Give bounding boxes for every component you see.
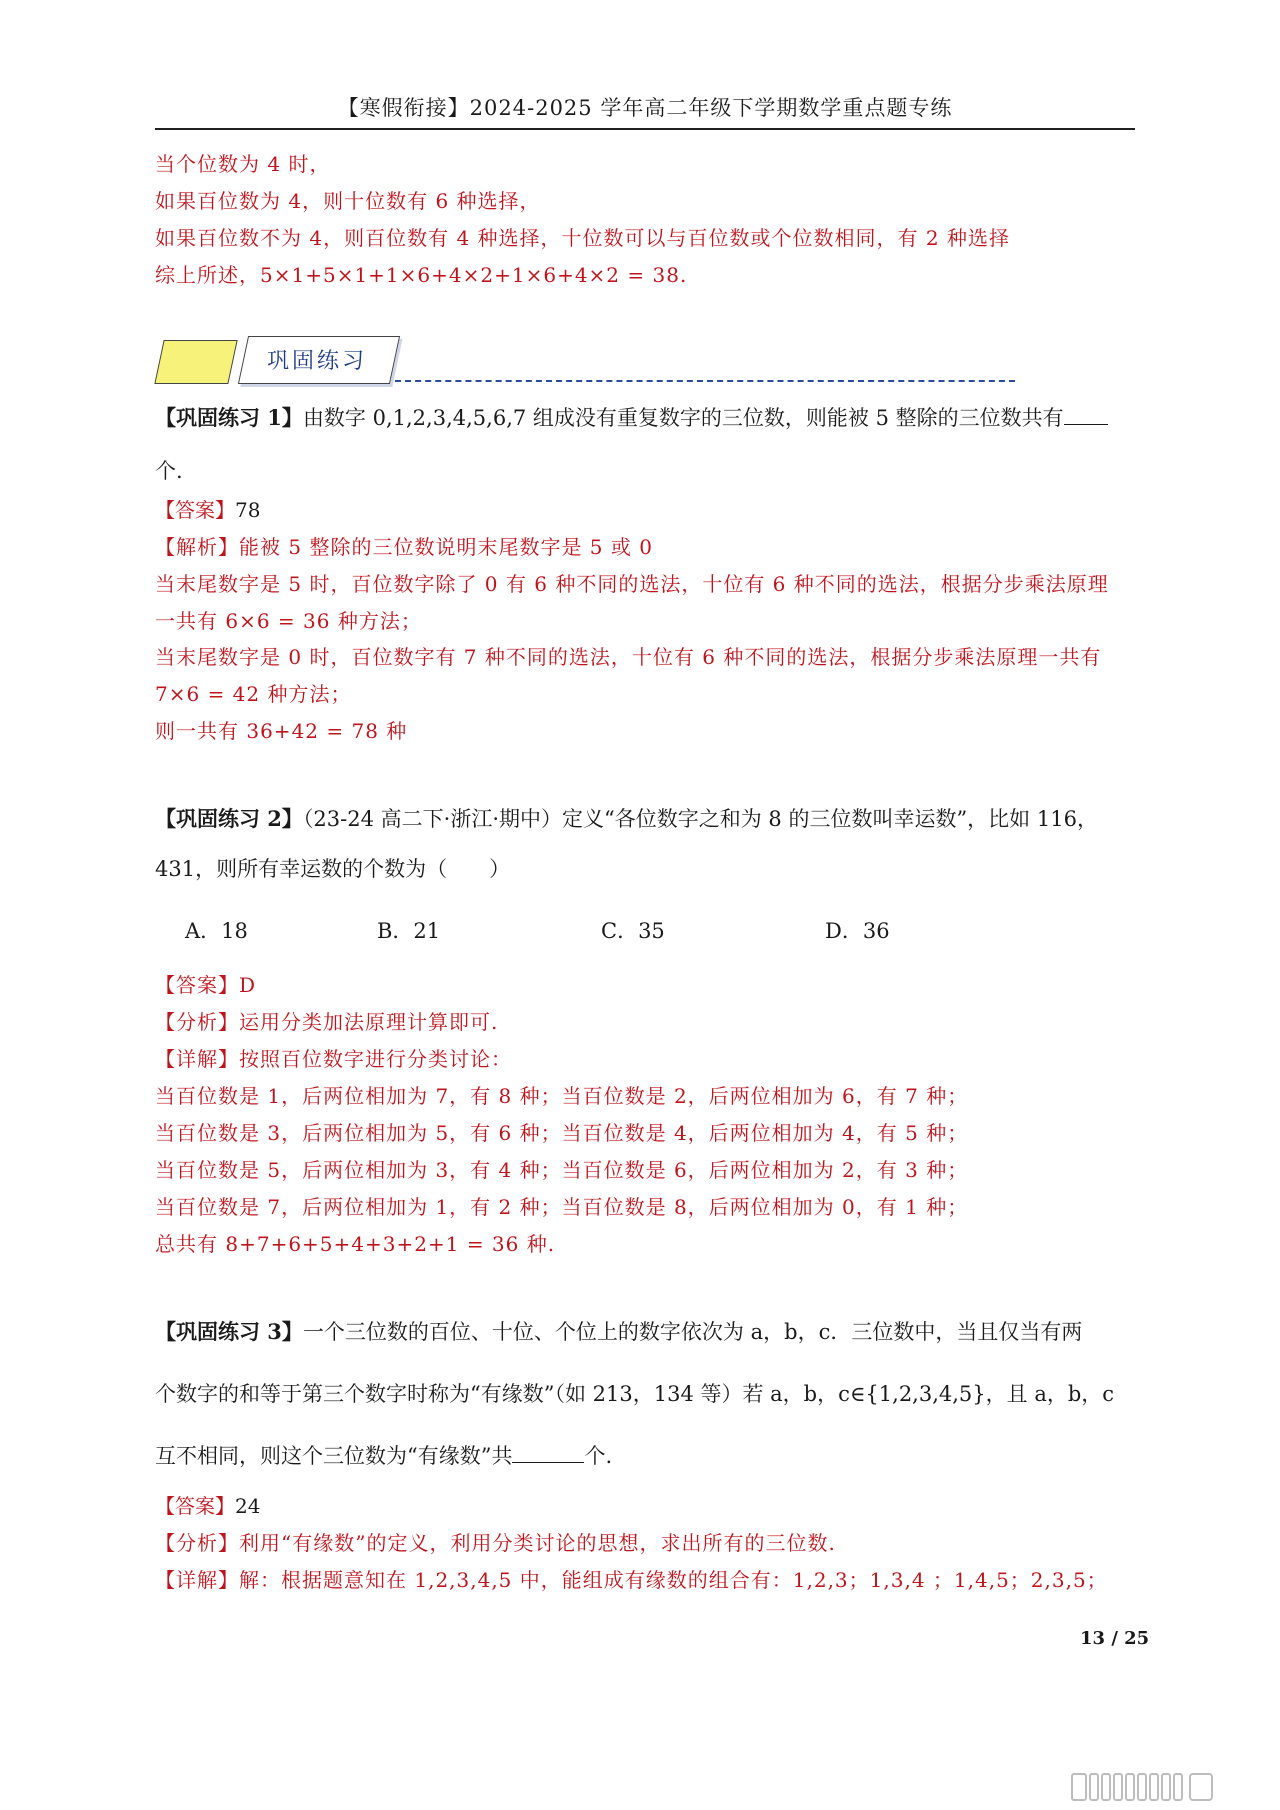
q2-stem-text: （23-24 高二下·浙江·期中）定义“各位数字之和为 8 的三位数叫幸运数”，比如 116，	[302, 807, 1098, 831]
q2-option-a: A．18	[185, 919, 248, 943]
q3-stem-line3	[155, 1440, 612, 1470]
solution-line: 如果百位数不为 4，则百位数有 4 种选择，十位数可以与百位数或个位数相同，有 2 种选择	[155, 226, 1010, 250]
section-banner	[155, 332, 1015, 392]
q2-solution-line: 当百位数是 7，后两位相加为 1，有 2 种；当百位数是 8，后两位相加为 0，有 1 种；	[155, 1195, 969, 1219]
q1-stem	[155, 402, 1108, 432]
q3-xiangjie-text: 解：根据题意知在 1,2,3,4,5 中，能组成有缘数的组合有：1,2,3；1,3,4 ；1,4,5；2,3,5；	[239, 1568, 1108, 1592]
q1-solution-line: 一共有 6×6 = 36 种方法；	[155, 609, 422, 633]
solution-line: 如果百位数为 4，则十位数有 6 种选择，	[155, 189, 541, 213]
q3-tag: 【巩固练习 3】	[155, 1319, 303, 1344]
q2-answer-tag: 【答案】	[155, 973, 239, 997]
banner-dashed-rule	[395, 380, 1015, 382]
q2-solution-line: 总共有 8+7+6+5+4+3+2+1 = 36 种.	[155, 1232, 556, 1256]
q1-answer-value: 78	[235, 498, 261, 522]
watermark-logo	[1050, 1770, 1250, 1804]
q2-xiangjie	[155, 1043, 512, 1072]
q3-stem	[155, 1316, 1082, 1346]
q1-solution-line: 当末尾数字是 5 时，百位数字除了 0 有 6 种不同的选法，十位有 6 种不同的选法，根据分步乘法原理	[155, 572, 1109, 596]
q3-answer	[155, 1490, 260, 1519]
q2-answer	[155, 969, 256, 998]
q1-analysis	[155, 531, 653, 560]
q2-stem-end: 431，则所有幸运数的个数为（ ）	[155, 857, 511, 881]
q3-fenxi	[155, 1527, 836, 1556]
q1-stem-text: 由数字 0,1,2,3,4,5,6,7 组成没有重复数字的三位数，则能被 5 整除的三位数共有	[302, 406, 1064, 430]
solution-line: 综上所述，5×1+5×1+1×6+4×2+1×6+4×2 = 38.	[155, 263, 688, 287]
q1-answer	[155, 494, 260, 523]
q3-xiangjie	[155, 1564, 1108, 1593]
q3-answer-tag: 【答案】	[155, 1494, 235, 1518]
q2-option-d: D．36	[825, 919, 890, 943]
solution-line: 当个位数为 4 时，	[155, 152, 331, 176]
q2-solution-line: 当百位数是 3，后两位相加为 5，有 6 种；当百位数是 4，后两位相加为 4，有 5 种；	[155, 1121, 969, 1145]
page-number: 13 / 25	[1080, 1628, 1150, 1649]
q1-solution-line: 则一共有 36+42 = 78 种	[155, 719, 408, 743]
q1-solution-line: 7×6 = 42 种方法；	[155, 682, 352, 706]
header-rule	[155, 128, 1135, 130]
q1-tag: 【巩固练习 1】	[155, 405, 303, 430]
section-title: 巩固练习	[267, 349, 368, 374]
q3-answer-blank	[512, 1444, 584, 1463]
q2-solution-line: 当百位数是 1，后两位相加为 7，有 8 种；当百位数是 2，后两位相加为 6，有 7 种；	[155, 1084, 969, 1108]
q1-analysis-tag: 【解析】	[155, 535, 239, 559]
q2-option-b: B．21	[377, 919, 441, 943]
q3-stem-text: 一个三位数的百位、十位、个位上的数字依次为 a，b，c．三位数中，当且仅当有两	[302, 1320, 1083, 1344]
q2-tag: 【巩固练习 2】	[155, 806, 303, 831]
q1-answer-tag: 【答案】	[155, 498, 235, 522]
banner-yellow-block	[154, 340, 237, 384]
q3-answer-value: 24	[235, 1494, 261, 1518]
page-header: 【寒假衔接】2024-2025 学年高二年级下学期数学重点题专练	[337, 96, 953, 120]
q3-fenxi-text: 利用“有缘数”的定义，利用分类讨论的思想，求出所有的三位数.	[239, 1531, 836, 1555]
q3-xiangjie-tag: 【详解】	[155, 1568, 239, 1592]
q2-stem	[155, 803, 1098, 833]
q3-fenxi-tag: 【分析】	[155, 1531, 239, 1555]
q1-solution-line: 当末尾数字是 0 时，百位数字有 7 种不同的选法，十位有 6 种不同的选法，根据分步乘法原理一共有	[155, 645, 1102, 669]
q2-fenxi-tag: 【分析】	[155, 1010, 239, 1034]
q1-stem-end: 个.	[155, 459, 183, 483]
q2-xiangjie-tag: 【详解】	[155, 1047, 239, 1071]
q2-fenxi-text: 运用分类加法原理计算即可.	[239, 1010, 499, 1034]
q1-answer-blank	[1064, 406, 1108, 425]
q2-fenxi	[155, 1006, 498, 1035]
q1-analysis-text: 能被 5 整除的三位数说明末尾数字是 5 或 0	[239, 535, 653, 559]
q2-solution-line: 当百位数是 5，后两位相加为 3，有 4 种；当百位数是 6，后两位相加为 2，有 3 种；	[155, 1158, 969, 1182]
q2-answer-value: D	[239, 973, 257, 997]
q2-option-c: C．35	[601, 919, 665, 943]
q2-xiangjie-text: 按照百位数字进行分类讨论：	[239, 1047, 512, 1071]
q3-stem-line2: 个数字的和等于第三个数字时称为“有缘数”（如 213，134 等）若 a，b，c∈{1,2,3,4,5}，且 a，b，c	[155, 1382, 1115, 1406]
q3-stem-line3-text: 互不相同，则这个三位数为“有缘数”共	[155, 1444, 513, 1468]
q3-stem-line3-end: 个.	[584, 1444, 613, 1468]
